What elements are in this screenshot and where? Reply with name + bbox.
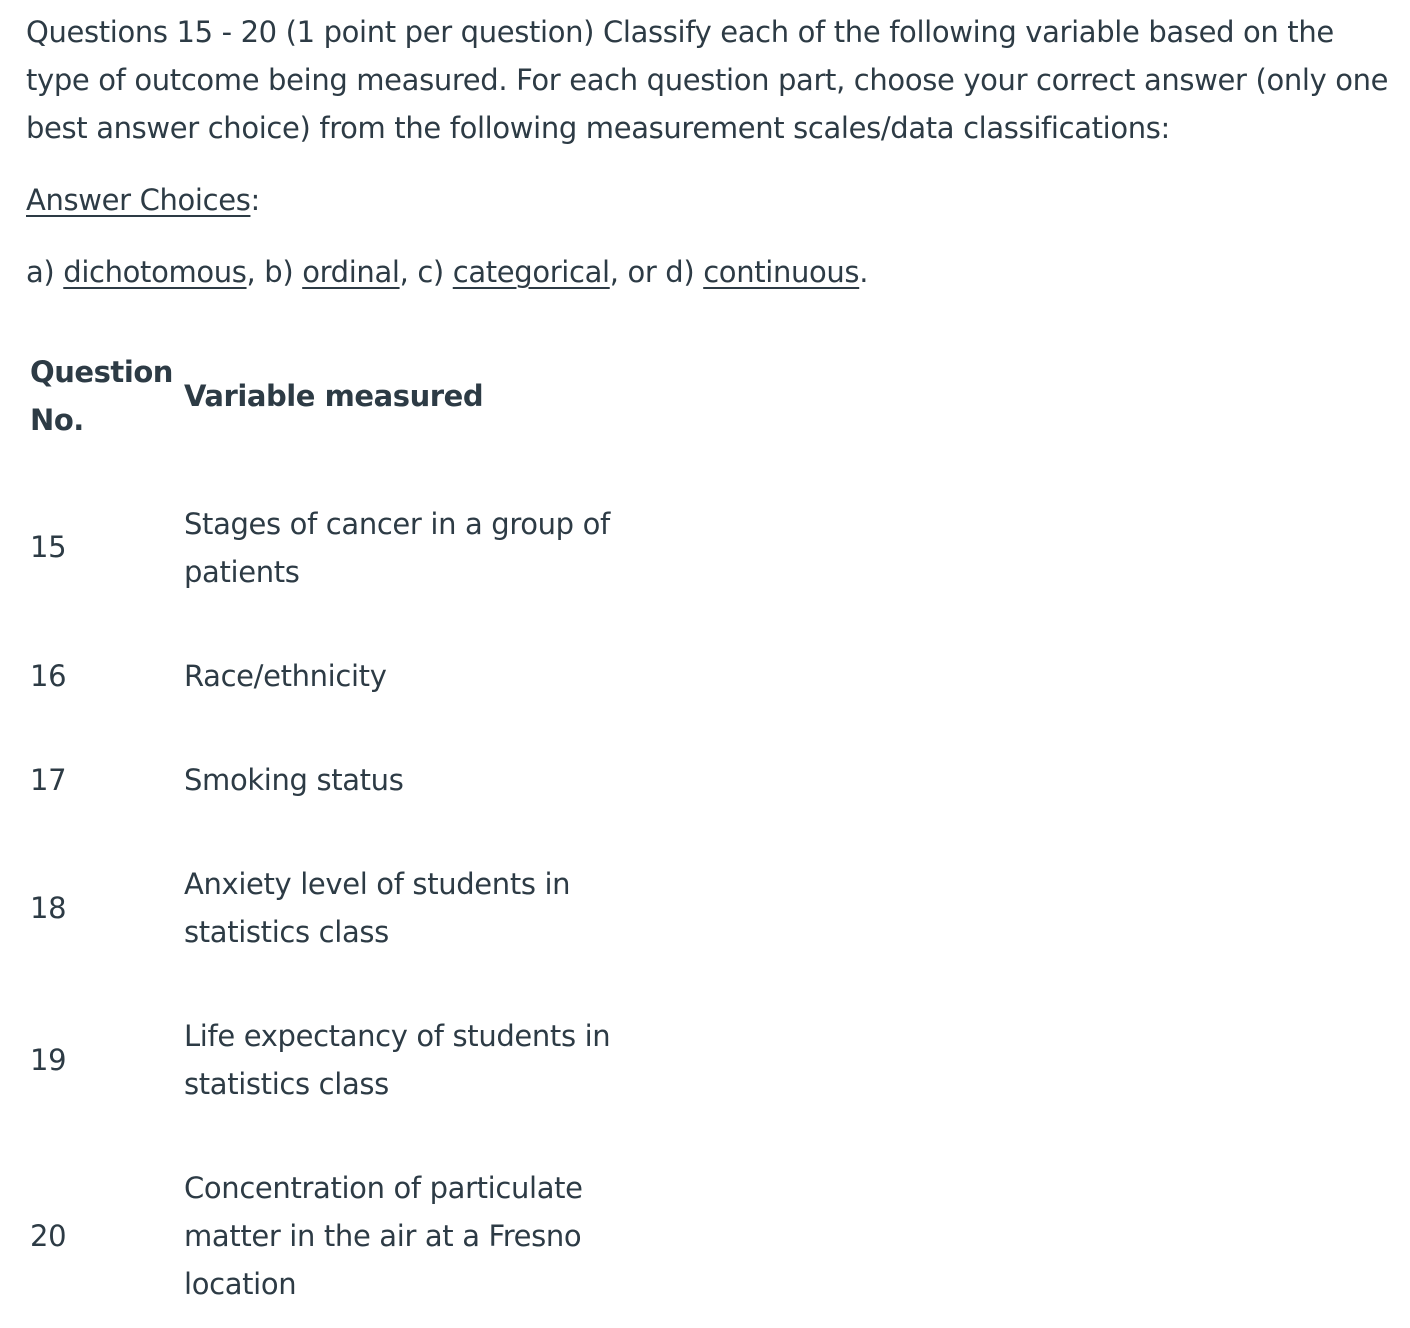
choice-c-prefix: , c) (399, 255, 453, 289)
row-18-variable: Anxiety level of students in statistics class (184, 867, 571, 949)
choice-b-prefix: , b) (246, 255, 303, 289)
answer-choices-heading-text: Answer Choices (26, 183, 251, 217)
answer-choices-list (26, 248, 868, 296)
row-16-variable: Race/ethnicity (184, 659, 387, 693)
answer-choices-heading-colon: : (250, 183, 260, 217)
choice-a-prefix: a) (26, 255, 64, 289)
header-question-no: Question No. (30, 355, 174, 437)
row-19-variable: Life expectancy of students in statistics class (184, 1019, 611, 1101)
header-variable-measured: Variable measured (184, 379, 484, 413)
row-16-number: 16 (30, 659, 67, 693)
answer-choices-heading (26, 176, 260, 224)
row-15-variable: Stages of cancer in a group of patients (184, 507, 610, 589)
row-17-variable: Smoking status (184, 763, 404, 797)
question-instructions: Questions 15 - 20 (1 point per question) Classify each of the following variable based on the type of outcome being measured. For each question part, choose your correct answer (only one best answer choice) from the following measurement scales/data classifications: (26, 15, 1389, 145)
choice-end-period: . (859, 255, 869, 289)
choice-continuous: continuous (703, 255, 860, 289)
row-18-number: 18 (30, 891, 67, 925)
row-20-variable: Concentration of particulate matter in the air at a Fresno location (184, 1171, 583, 1301)
row-19-number: 19 (30, 1043, 67, 1077)
choice-categorical: categorical (452, 255, 610, 289)
row-17-number: 17 (30, 763, 67, 797)
choice-ordinal: ordinal (302, 255, 400, 289)
choice-dichotomous: dichotomous (63, 255, 247, 289)
row-15-number: 15 (30, 530, 67, 564)
row-20-number: 20 (30, 1219, 67, 1253)
choice-d-prefix: , or d) (609, 255, 704, 289)
